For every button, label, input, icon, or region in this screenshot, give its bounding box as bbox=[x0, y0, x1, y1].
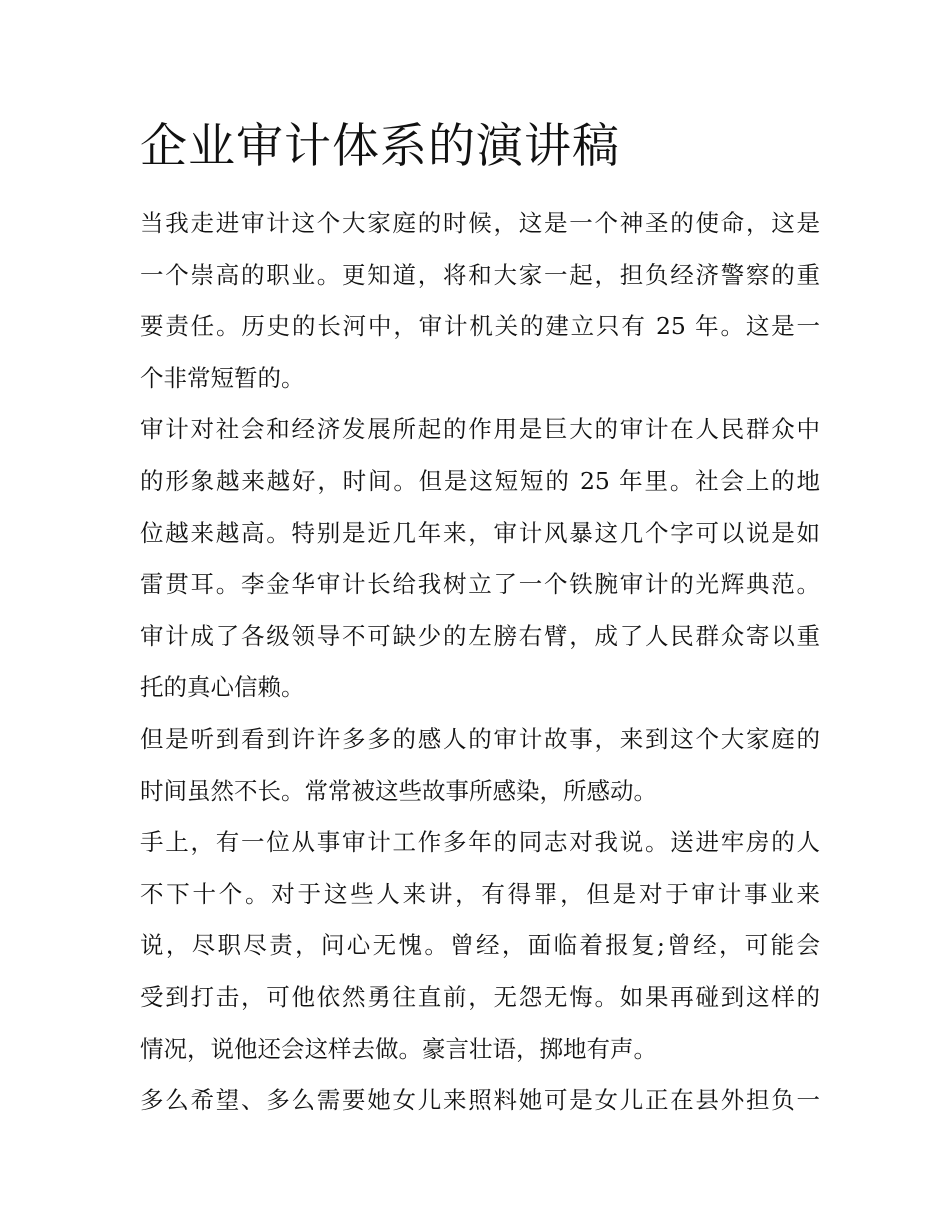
text-line: 位越来越高。特别是近几年来，审计风暴这几个字可以说是如 bbox=[140, 518, 820, 547]
text-line: 但是听到看到许许多多的感人的审计故事，来到这个大家庭的 bbox=[140, 724, 820, 753]
document-body bbox=[140, 198, 820, 1127]
text-line: 审计成了各级领导不可缺少的左膀右臂，成了人民群众寄以重 bbox=[140, 621, 820, 650]
text-line: 雷贯耳。李金华审计长给我树立了一个铁腕审计的光辉典范。 bbox=[140, 570, 820, 599]
text-line: 一个崇高的职业。更知道，将和大家一起，担负经济警察的重 bbox=[140, 260, 820, 289]
text-line: 受到打击，可他依然勇往直前，无怨无悔。如果再碰到这样的 bbox=[140, 982, 820, 1011]
text-line: 的形象越来越好，时间。但是这短短的 25 年里。社会上的地 bbox=[140, 466, 820, 495]
text-line: 当我走进审计这个大家庭的时候，这是一个神圣的使命，这是 bbox=[140, 209, 820, 237]
document-title: 企业审计体系的演讲稿 bbox=[140, 119, 620, 174]
text-line: 多么希望、多么需要她女儿来照料她可是女儿正在县外担负一 bbox=[140, 1086, 820, 1115]
text-line: 审计对社会和经济发展所起的作用是巨大的审计在人民群众中 bbox=[140, 415, 820, 444]
text-line: 时间虽然不长。常常被这些故事所感染，所感动。 bbox=[140, 776, 657, 805]
text-line: 要责任。历史的长河中，审计机关的建立只有 25 年。这是一 bbox=[140, 312, 820, 341]
text-line: 托的真心信赖。 bbox=[140, 673, 305, 702]
text-line: 手上，有一位从事审计工作多年的同志对我说。送进牢房的人 bbox=[140, 828, 820, 857]
text-line: 不下十个。对于这些人来讲，有得罪，但是对于审计事业来 bbox=[140, 879, 820, 908]
text-line: 情况，说他还会这样去做。豪言壮语，掷地有声。 bbox=[140, 1034, 657, 1063]
text-line: 说，尽职尽责，问心无愧。曾经，面临着报复;曾经，可能会 bbox=[140, 931, 820, 960]
text-line: 个非常短暂的。 bbox=[140, 363, 305, 392]
